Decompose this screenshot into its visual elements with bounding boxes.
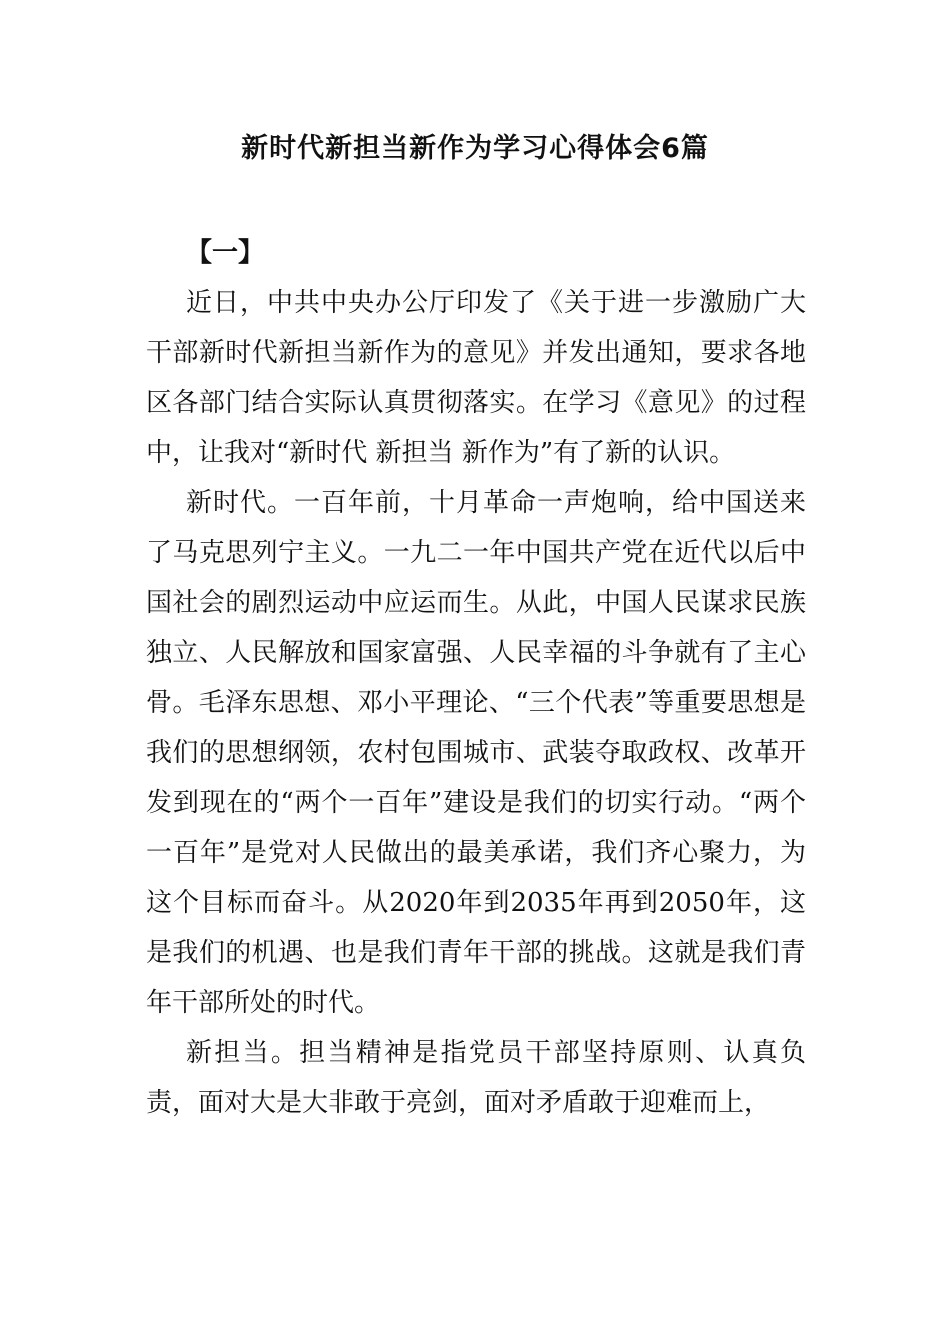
paragraph: 新时代。一百年前，十月革命一声炮响，给中国送来了马克思列宁主义。一九二一年中国共产党在近代以后中国社会的剧烈运动中应运而生。从此，中国人民谋求民族独立、人民解放和国家富强、人民幸福的斗争就有了主心骨。毛泽东思想、邓小平理论、“三个代表”等重要思想是我们的思想纲领，农村包围城市、武装夺取政权、改革开发到现在的“两个一百年”建设是我们的切实行动。“两个一百年”是党对人民做出的最美承诺，我们齐心聚力，为这个目标而奋斗。从2020年到2035年再到2050年，这是我们的机遇、也是我们青年干部的挑战。这就是我们青年干部所处的时代。 (146, 488, 806, 1018)
paragraph: 近日，中共中央办公厅印发了《关于进一步激励广大干部新时代新担当新作为的意见》并发出通知，要求各地区各部门结合实际认真贯彻落实。在学习《意见》的过程中，让我对“新时代 新担当 新作为”有了新的认识。 (146, 288, 806, 468)
document-title: 新时代新担当新作为学习心得体会6篇 (241, 133, 709, 164)
document-body (146, 278, 806, 1128)
section-heading: 【一】 (186, 238, 265, 268)
paragraph: 新担当。担当精神是指党员干部坚持原则、认真负责，面对大是大非敢于亮剑，面对矛盾敢于迎难而上， (146, 1038, 806, 1118)
